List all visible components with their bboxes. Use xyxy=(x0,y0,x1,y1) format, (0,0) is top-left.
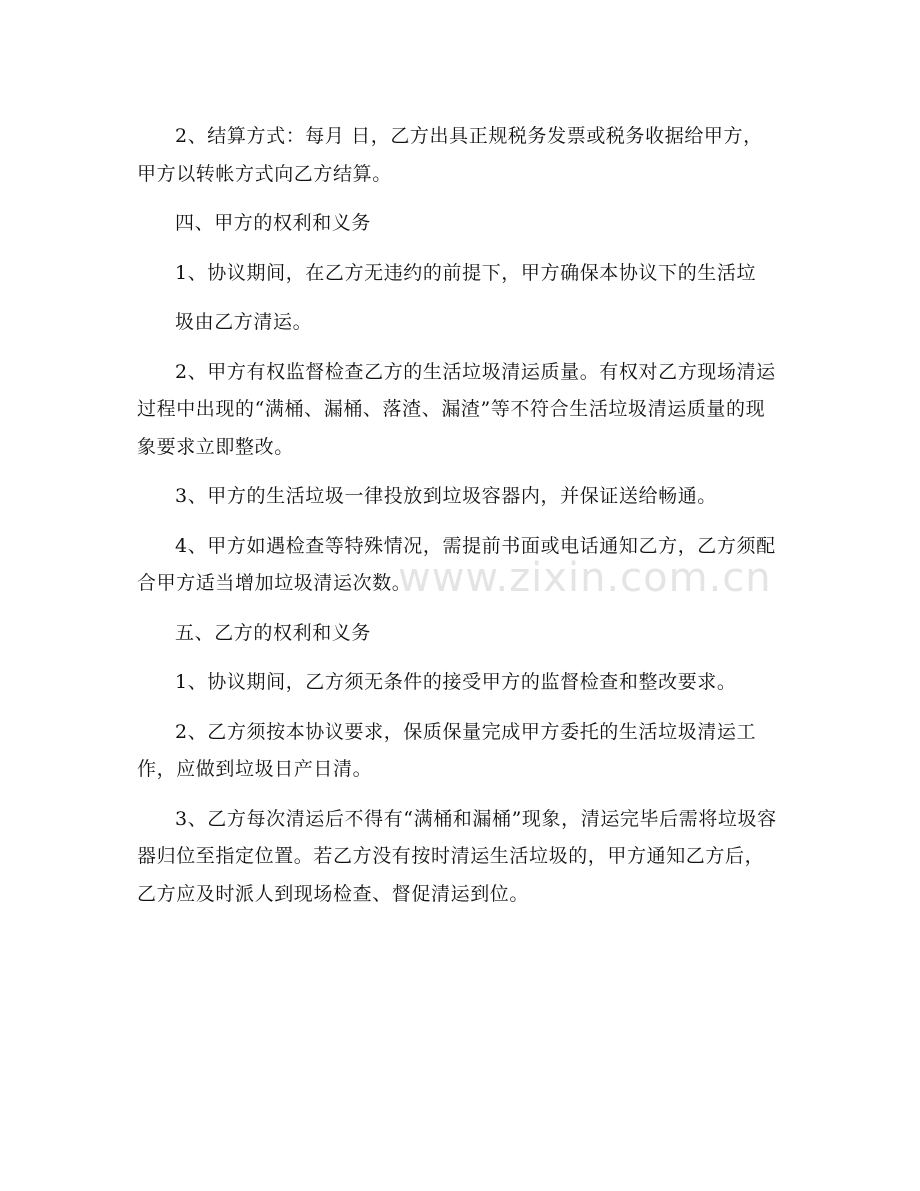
paragraph-party-a-clause-1-cont: 圾由乙方清运。 xyxy=(175,311,313,333)
paragraph-party-a-clause-3: 3、甲方的生活垃圾一律投放到垃圾容器内，并保证送给畅通。 xyxy=(175,485,717,507)
paragraph-party-a-clause-1: 1、协议期间，在乙方无违约的前提下，甲方确保本协议下的生活垃 xyxy=(175,261,757,284)
paragraph-party-b-clause-1: 1、协议期间，乙方须无条件的接受甲方的监督检查和整改要求。 xyxy=(175,671,737,693)
section-heading-party-a-rights: 四、甲方的权利和义务 xyxy=(175,212,372,234)
paragraph-party-a-clause-4: 4、甲方如遇检查等特殊情况，需提前书面或电话通知乙方，乙方须配合甲方适当增加垃圾清运次数。 xyxy=(137,534,776,594)
document-body xyxy=(137,118,777,913)
paragraph-party-b-clause-3: 3、乙方每次清运后不得有“满桶和漏桶”现象，清运完毕后需将垃圾容器归位至指定位置。若乙方没有按时清运生活垃圾的，甲方通知乙方后，乙方应及时派人到现场检查、督促清运到位。 xyxy=(137,807,777,905)
watermark: www.zixin.com.cn xyxy=(398,555,772,601)
paragraph-settlement-method: 2、结算方式：每月 日，乙方出具正规税务发票或税务收据给甲方，甲方以转帐方式向乙方结算。 xyxy=(137,125,763,185)
section-heading-party-b-rights: 五、乙方的权利和义务 xyxy=(175,621,372,644)
paragraph-party-b-clause-2: 2、乙方须按本协议要求，保质保量完成甲方委托的生活垃圾清运工作，应做到垃圾日产日清。 xyxy=(137,720,757,780)
paragraph-party-a-clause-2: 2、甲方有权监督检查乙方的生活垃圾清运质量。有权对乙方现场清运过程中出现的“满桶、漏桶、落渣、漏渣”等不符合生活垃圾清运质量的现象要求立即整改。 xyxy=(137,360,776,458)
